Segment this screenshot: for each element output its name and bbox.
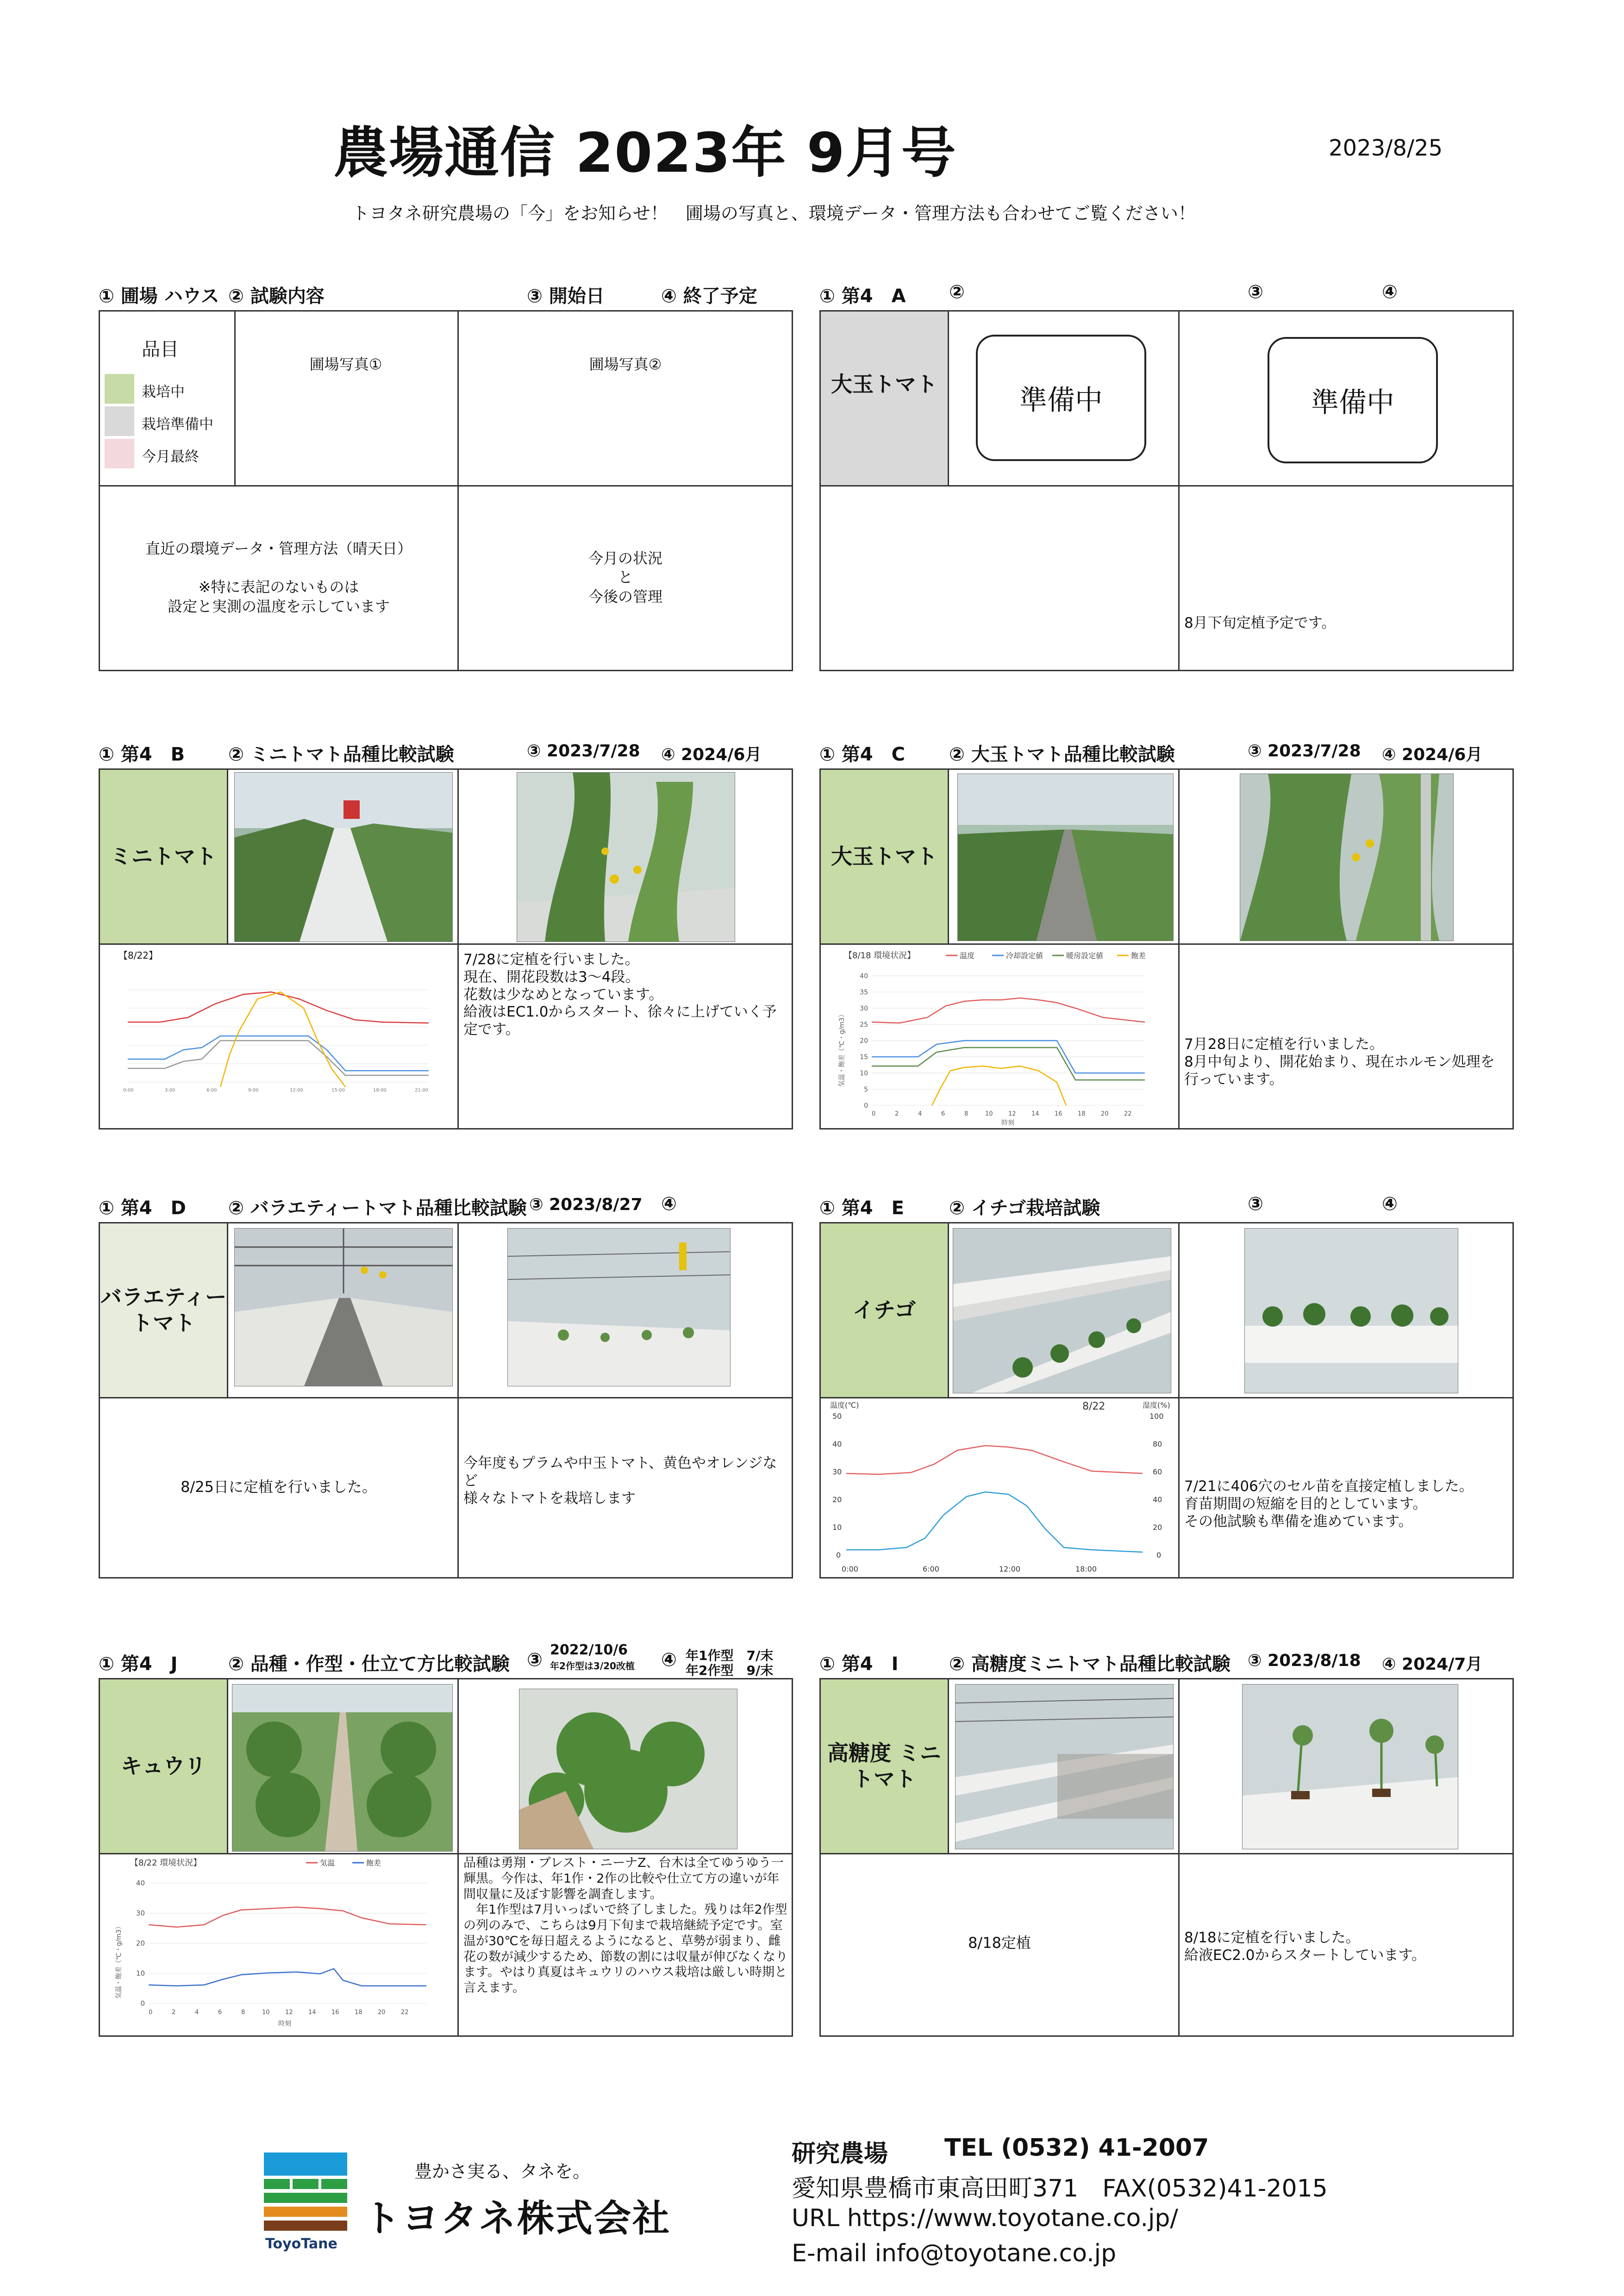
section-a-test: ② <box>949 281 965 303</box>
section-c-start: ③ 2023/7/28 <box>1248 742 1361 761</box>
legend-swatch-growing <box>105 374 134 404</box>
svg-text:10: 10 <box>985 1111 993 1117</box>
section-e-env-graph <box>823 1399 1175 1578</box>
section-j-crop: キュウリ <box>100 1679 227 1853</box>
footer-address: 愛知県豊橋市東高田町371 FAX(0532)41-2015 <box>792 2175 1328 2202</box>
status-label: 今月の状況 と 今後の管理 <box>588 549 662 605</box>
section-i-env: 8/18定植 <box>968 1934 1031 1952</box>
footer-url[interactable]: URL https://www.toyotane.co.jp/ <box>792 2204 1178 2232</box>
svg-text:20: 20 <box>1101 1111 1109 1117</box>
svg-text:35: 35 <box>860 989 868 996</box>
section-d-status: 今年度もプラムや中玉トマト、黄色やオレンジなど 様々なトマトを栽培します <box>463 1455 777 1507</box>
section-c-legend-temp: 温度 <box>960 951 975 960</box>
svg-text:14: 14 <box>308 2009 316 2016</box>
guide-head-start: ③ 開始日 <box>527 286 605 307</box>
section-b-start: ③ 2023/7/28 <box>527 742 640 761</box>
section-j-graph-label: 【8/22 環境状況】 <box>130 1858 202 1868</box>
legend-label-preparing: 栽培準備中 <box>142 416 213 433</box>
section-j-photo1 <box>232 1684 453 1852</box>
company-name: トヨタネ株式会社 <box>363 2197 671 2240</box>
svg-text:40: 40 <box>136 1879 145 1887</box>
env-data-label: 直近の環境データ・管理方法（晴天日） ※特に表記のないものは 設定と実測の温度を示しています <box>145 539 412 615</box>
svg-text:8: 8 <box>241 2009 245 2016</box>
svg-text:20: 20 <box>832 1495 842 1504</box>
section-j-start: 2022/10/6 <box>550 1642 628 1658</box>
photo2-label: 圃場写真② <box>589 356 662 374</box>
section-e-photo2 <box>1244 1228 1458 1393</box>
section-a-end: ④ <box>1382 281 1398 303</box>
section-d-house: ① 第4 D <box>99 1198 186 1219</box>
svg-text:4: 4 <box>195 2009 199 2016</box>
section-d-start: ③ 2023/8/27 <box>529 1195 643 1214</box>
section-b-end: ④ 2024/6月 <box>661 745 762 764</box>
svg-text:21:00: 21:00 <box>415 1088 428 1093</box>
section-i-status: 8/18に定植を行いました。 給液EC2.0からスタートしています。 <box>1184 1929 1426 1964</box>
section-e-y-left: 温度(℃) <box>830 1401 859 1410</box>
section-c-legend-cool: 冷却設定値 <box>1006 951 1043 960</box>
section-j-end-marker: ④ <box>661 1649 677 1671</box>
svg-text:12:00: 12:00 <box>999 1565 1021 1573</box>
section-c-photo1 <box>957 774 1174 941</box>
section-c-legend-vpd: 飽差 <box>1131 951 1146 960</box>
svg-text:80: 80 <box>1153 1440 1162 1448</box>
section-e-photo1 <box>953 1228 1171 1393</box>
svg-text:8: 8 <box>964 1111 968 1117</box>
section-c-crop: 大玉トマト <box>821 770 948 943</box>
svg-text:16: 16 <box>1055 1111 1062 1117</box>
section-j-legend-temp: 気温 <box>320 1859 335 1867</box>
section-c-photo2 <box>1240 774 1454 941</box>
section-d-end: ④ <box>661 1193 677 1215</box>
section-e-test: ② イチゴ栽培試験 <box>949 1198 1100 1219</box>
legend-swatch-final <box>105 439 134 468</box>
svg-text:30: 30 <box>860 1005 868 1012</box>
svg-text:6: 6 <box>941 1111 945 1117</box>
section-a-house: ① 第4 A <box>819 286 906 307</box>
svg-text:0:00: 0:00 <box>123 1088 134 1093</box>
svg-text:40: 40 <box>860 973 868 980</box>
section-e-graph-label: 8/22 <box>1082 1401 1106 1412</box>
section-e-crop: イチゴ <box>821 1223 948 1397</box>
section-a-photo1-preparing: 準備中 <box>976 335 1146 461</box>
svg-text:12: 12 <box>285 2009 293 2016</box>
svg-text:0: 0 <box>872 1111 876 1117</box>
svg-text:0: 0 <box>1156 1551 1162 1560</box>
svg-text:18:00: 18:00 <box>1075 1565 1097 1573</box>
section-e-end: ④ <box>1382 1193 1398 1215</box>
section-j-end-1: 年1作型 7/末 <box>686 1648 774 1663</box>
svg-text:40: 40 <box>1153 1495 1162 1504</box>
toyotane-logo <box>262 2150 350 2254</box>
legend-title: 品目 <box>142 339 179 360</box>
svg-text:6: 6 <box>218 2009 222 2016</box>
guide-header <box>99 273 793 310</box>
guide-head-plot: ① 圃場 ハウス <box>99 286 219 307</box>
svg-text:40: 40 <box>832 1440 842 1448</box>
section-j-start-note: 年2作型は3/20改植 <box>550 1660 635 1672</box>
section-i-photo1 <box>955 1684 1174 1849</box>
guide-head-end: ④ 終了予定 <box>661 286 757 307</box>
section-e-house: ① 第4 E <box>819 1198 904 1219</box>
svg-text:10: 10 <box>136 1969 145 1978</box>
svg-text:0: 0 <box>149 2009 153 2016</box>
footer-slogan: 豊かさ実る、タネを。 <box>414 2161 591 2182</box>
issue-date: 2023/8/25 <box>1329 135 1443 161</box>
section-b-crop: ミニトマト <box>100 770 227 943</box>
section-j-xlabel: 時刻 <box>278 2020 291 2028</box>
section-c-end: ④ 2024/6月 <box>1382 745 1483 764</box>
svg-text:6:00: 6:00 <box>206 1088 217 1093</box>
svg-text:100: 100 <box>1149 1412 1164 1421</box>
section-j-env-graph <box>102 1855 454 2036</box>
svg-text:9:00: 9:00 <box>248 1088 259 1093</box>
section-c-graph-label: 【8/18 環境状況】 <box>844 951 916 961</box>
guide-box <box>99 310 793 671</box>
footer-email[interactable]: E-mail info@toyotane.co.jp <box>792 2240 1117 2267</box>
section-a-start: ③ <box>1248 281 1263 303</box>
svg-text:15: 15 <box>860 1054 868 1061</box>
section-i-end: ④ 2024/7月 <box>1382 1655 1483 1674</box>
svg-text:20: 20 <box>378 2009 386 2016</box>
section-a-crop: 大玉トマト <box>821 312 948 485</box>
section-i-test: ② 高糖度ミニトマト品種比較試験 <box>949 1653 1230 1675</box>
section-b-test: ② ミニトマト品種比較試験 <box>228 744 454 765</box>
section-c-test: ② 大玉トマト品種比較試験 <box>949 744 1175 765</box>
section-a-photo2-preparing: 準備中 <box>1268 337 1438 463</box>
section-j-legend-vpd: 飽差 <box>366 1859 381 1867</box>
section-c-legend-heat: 暖房設定値 <box>1066 951 1104 960</box>
logo-text: ToyoTane <box>265 2236 337 2252</box>
section-j-test: ② 品種・作型・仕立て方比較試験 <box>228 1653 510 1675</box>
svg-text:5: 5 <box>864 1086 868 1093</box>
legend-label-growing: 栽培中 <box>142 384 185 400</box>
svg-text:20: 20 <box>860 1037 868 1045</box>
section-b-photo1 <box>234 772 453 942</box>
svg-text:60: 60 <box>1153 1467 1162 1476</box>
section-i-photo2 <box>1242 1684 1458 1849</box>
section-i-start: ③ 2023/8/18 <box>1248 1651 1361 1670</box>
svg-text:0:00: 0:00 <box>842 1565 858 1573</box>
section-c-ylabel: 気温・飽差（℃・g/m3） <box>838 1011 846 1087</box>
section-e-start: ③ <box>1248 1193 1263 1215</box>
section-b-photo2 <box>517 772 735 942</box>
section-i-crop: 高糖度 ミニトマト <box>821 1679 948 1853</box>
section-d-photo1 <box>234 1228 453 1386</box>
section-i-house: ① 第4 I <box>819 1653 899 1675</box>
section-b-house: ① 第4 B <box>99 744 185 765</box>
svg-text:0: 0 <box>836 1551 841 1560</box>
photo1-label: 圃場写真① <box>309 356 382 374</box>
footer-tel: TEL (0532) 41-2007 <box>944 2134 1209 2162</box>
section-e-y-right: 湿度(%) <box>1143 1401 1170 1410</box>
footer-farm: 研究農場 <box>792 2140 888 2168</box>
svg-text:12:00: 12:00 <box>290 1088 303 1093</box>
svg-text:14: 14 <box>1031 1111 1039 1117</box>
section-j-status: 品種は勇翔・ブレスト・ニーナZ、台木は全てゆうゆう一輝黒。今作は、年1作・2作の比較や仕立て方の違いが年間収量に及ぼす影響を調査します。 年1作型は7月いっぱいで終了しました。残りは年2作型の列のみで、こちらは9月下旬まで栽培継続予定です。室温が30℃を毎日超えるようになると、草勢が弱まり、雌花の数が減少するため、節数の割には収量が伸びなくなります。やはり真夏はキュウリのハウス栽培は厳しい時期と言えます。 <box>463 1856 788 1995</box>
section-j-start-marker: ③ <box>527 1649 543 1671</box>
section-d-crop: バラエティー トマト <box>100 1223 227 1397</box>
section-j-end-2: 年2作型 9/末 <box>686 1663 774 1678</box>
section-d-photo2 <box>507 1228 731 1386</box>
svg-text:50: 50 <box>832 1412 842 1421</box>
svg-text:2: 2 <box>172 2009 176 2016</box>
svg-text:22: 22 <box>401 2009 409 2016</box>
section-c-env-graph <box>825 948 1175 1126</box>
svg-text:2: 2 <box>895 1111 899 1117</box>
section-j-photo2 <box>519 1689 737 1849</box>
section-a-status: 8月下旬定植予定です。 <box>1184 615 1336 631</box>
svg-text:18: 18 <box>355 2009 362 2016</box>
svg-text:0: 0 <box>864 1102 868 1110</box>
section-c-xlabel: 時刻 <box>1001 1119 1014 1126</box>
newsletter-subtitle: トヨタネ研究農場の「今」をお知らせ！ 圃場の写真と、環境データ・管理方法も合わせてご覧ください！ <box>352 203 1196 224</box>
svg-text:25: 25 <box>860 1021 868 1029</box>
section-b-graph-label: 【8/22】 <box>119 950 158 961</box>
svg-text:4: 4 <box>918 1111 922 1117</box>
svg-text:10: 10 <box>832 1523 842 1532</box>
svg-text:10: 10 <box>860 1070 868 1077</box>
svg-text:20: 20 <box>136 1939 145 1947</box>
svg-text:18:00: 18:00 <box>373 1088 387 1093</box>
svg-text:6:00: 6:00 <box>923 1565 939 1573</box>
legend-label-final: 今月最終 <box>142 449 199 465</box>
legend-swatch-preparing <box>105 406 134 436</box>
section-j-house: ① 第4 J <box>99 1653 178 1675</box>
svg-text:15:00: 15:00 <box>331 1088 345 1093</box>
svg-text:18: 18 <box>1078 1111 1086 1117</box>
newsletter-title: 農場通信 2023年 9月号 <box>333 121 957 185</box>
svg-text:16: 16 <box>331 2009 339 2016</box>
guide-head-test: ② 試験内容 <box>228 286 325 307</box>
section-b-env-graph <box>105 948 454 1124</box>
svg-text:12: 12 <box>1008 1111 1016 1117</box>
section-j-ylabel: 気温・飽差（℃・g/m3） <box>115 1923 123 1999</box>
svg-text:30: 30 <box>136 1909 145 1917</box>
section-c-house: ① 第4 C <box>819 744 905 765</box>
svg-text:22: 22 <box>1124 1111 1132 1117</box>
section-b-status: 7/28に定植を行いました。 現在、開花段数は3～4段。 花数は少なめとなっています。 給液はEC1.0からスタート、徐々に上げていく予定です。 <box>463 951 777 1038</box>
svg-text:20: 20 <box>1153 1523 1162 1532</box>
section-e-status: 7/21に406穴のセル苗を直接定植しました。 育苗期間の短縮を目的としています。 その他試験も準備を進めています。 <box>1184 1478 1474 1530</box>
svg-text:3:00: 3:00 <box>165 1088 175 1093</box>
svg-text:10: 10 <box>262 2009 270 2016</box>
section-d-env: 8/25日に定植を行いました。 <box>181 1478 377 1496</box>
svg-text:0: 0 <box>140 1999 145 2008</box>
section-c-status: 7月28日に定植を行いました。 8月中旬より、開花始まり、現在ホルモン処理を 行っています。 <box>1184 1036 1495 1088</box>
section-d-test: ② バラエティートマト品種比較試験 <box>228 1198 527 1219</box>
svg-text:30: 30 <box>832 1467 842 1476</box>
